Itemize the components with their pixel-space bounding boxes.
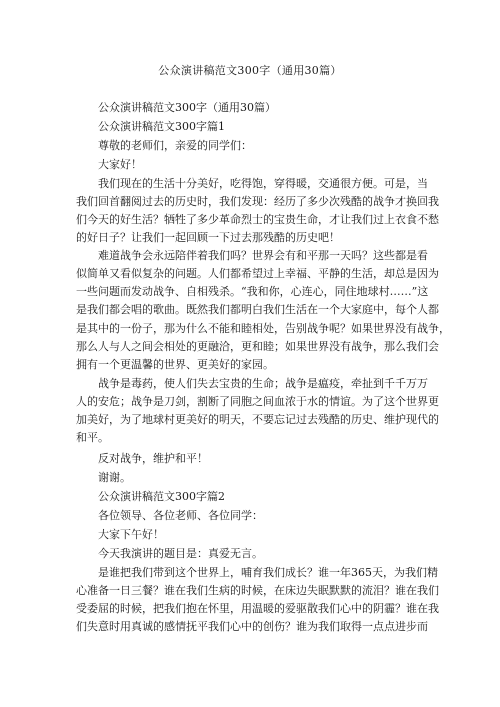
paragraph-line: 我们回首翻阅过去的历史时，我们发现：经历了多少次残酷的战争才换回我 bbox=[76, 195, 439, 208]
paragraph-line: 我们现在的生活十分美好，吃得饱，穿得暖，交通很方便。可是，当 bbox=[98, 177, 428, 190]
topic-line: 今天我演讲的题目是：真爱无言。 bbox=[98, 547, 263, 560]
paragraph-line: 那么人与人之间会相处的更融洽，更和睦；如果世界没有战争，那么我们会 bbox=[76, 340, 439, 353]
subtitle-line: 公众演讲稿范文300字（通用30篇） bbox=[98, 101, 276, 114]
salutation-line: 各位领导、各位老师、各位同学： bbox=[98, 509, 263, 522]
paragraph-line: 心准备一日三餐？谁在我们生病的时候，在床边失眠默默的流泪？谁在我们 bbox=[76, 584, 439, 597]
paragraph-line: 是其中的一份子，那为什么不能和睦相处，告别战争呢？如果世界没有战争， bbox=[76, 322, 450, 335]
greeting-line: 大家下午好！ bbox=[98, 528, 164, 541]
paragraph-line: 是我们都会唱的歌曲。既然我们都明白我们生活在一个大家庭中，每个人都 bbox=[76, 303, 439, 316]
paragraph-line: 战争是毒药，使人们失去宝贵的生命；战争是瘟疫，牵扯到千千万万 bbox=[98, 377, 428, 390]
paragraph-line: 是谁把我们带到这个世界上，哺育我们成长？谁一年365天，为我们精 bbox=[98, 566, 438, 579]
paragraph-line: 似简单又看似复杂的问题。人们都希望过上幸福、平静的生活，却总是因为 bbox=[76, 267, 439, 280]
section-heading-1: 公众演讲稿范文300字篇1 bbox=[98, 120, 225, 133]
paragraph-line: 人的安危；战争是刀剑，割断了同胞之间血浓于水的情谊。为了这个世界更 bbox=[76, 395, 439, 408]
paragraph-line: 的好日子？让我们一起回顾一下过去那残酷的历史吧！ bbox=[76, 231, 340, 244]
paragraph-line: 们失意时用真诚的感情抚平我们心中的创伤？谁为我们取得一点点进步而 bbox=[76, 620, 428, 633]
slogan-line: 反对战争，维护和平！ bbox=[98, 452, 208, 465]
paragraph-line: 们今天的好生活？牺牲了多少革命烈士的宝贵生命，才让我们过上衣食不愁 bbox=[76, 213, 439, 226]
paragraph-line: 难道战争会永远陪伴着我们吗？世界会有和平那一天吗？这些都是看 bbox=[98, 249, 428, 262]
section-heading-2: 公众演讲稿范文300字篇2 bbox=[98, 490, 225, 503]
paragraph-line: 和平。 bbox=[76, 431, 109, 444]
thanks-line: 谢谢。 bbox=[98, 471, 131, 484]
document-title: 公众演讲稿范文300字（通用30篇） bbox=[158, 64, 342, 77]
salutation-line: 尊敬的老师们，亲爱的同学们： bbox=[98, 139, 252, 152]
paragraph-line: 受委屈的时候，把我们抱在怀里，用温暖的爱驱散我们心中的阴霾？谁在我 bbox=[76, 602, 439, 615]
paragraph-line: 加美好，为了地球村更美好的明天，不要忘记过去残酷的历史、维护现代的 bbox=[76, 413, 439, 426]
paragraph-line: 一些问题而发动战争、自相残杀。“我和你，心连心，同住地球村……”这 bbox=[76, 285, 429, 298]
paragraph-line: 拥有一个更温馨的世界、更美好的家园。 bbox=[76, 358, 274, 371]
greeting-line: 大家好！ bbox=[98, 158, 142, 171]
